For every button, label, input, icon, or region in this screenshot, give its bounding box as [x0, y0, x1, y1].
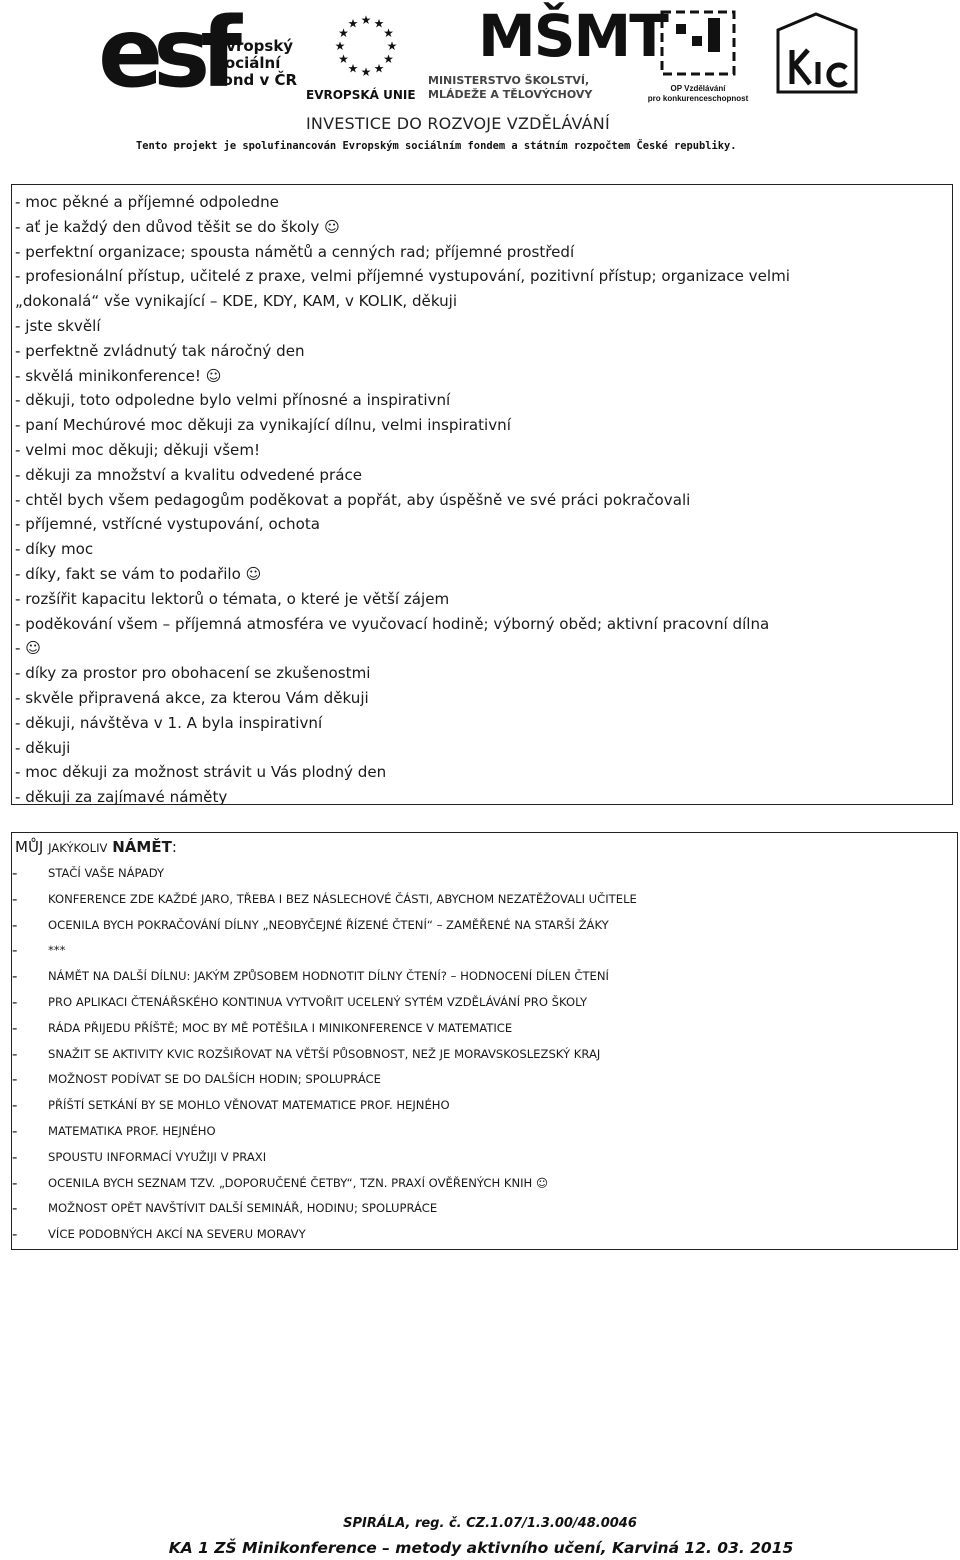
eu-star-icon: ★ [383, 52, 394, 66]
feedback-item: - jste skvělí [15, 316, 101, 335]
list-dash: - [12, 915, 18, 934]
list-dash: - [12, 967, 18, 986]
eu-star-icon: ★ [338, 26, 349, 40]
feedback-item: - ☺ [15, 639, 41, 658]
op-text-line: OP Vzdělávání [670, 84, 726, 93]
esf-text-line: sociální [216, 54, 281, 72]
eu-star-icon: ★ [338, 52, 349, 66]
page-footer [0, 1512, 960, 1560]
suggestions-title [15, 837, 177, 858]
op-vk-text [632, 84, 764, 104]
list-dash: - [12, 1044, 18, 1063]
list-dash: - [12, 889, 18, 908]
feedback-item: „dokonalá“ vše vynikající – KDE, KDY, KAM, v KOLIK, děkuji [15, 292, 458, 311]
project-funding-note: Tento projekt je spolufinancován Evropským sociálním fondem a státním rozpočtem České republiky. [136, 140, 737, 152]
esf-text-line: fond v ČR [216, 71, 298, 89]
op-text-line: pro konkurenceschopnost [647, 94, 749, 103]
esf-logo-mark: esf [98, 0, 233, 109]
feedback-item: - chtěl bych všem pedagogům poděkovat a popřát, aby úspěšně ve své práci pokračovali [15, 490, 691, 509]
eu-star-icon: ★ [373, 16, 385, 31]
footer-project-reg: SPIRÁLA, reg. č. CZ.1.07/1.3.00/48.0046 [343, 1516, 637, 1531]
eu-flag-icon [310, 8, 422, 84]
feedback-item: - děkuji za množství a kvalitu odvedené práce [15, 465, 363, 484]
feedback-item: - velmi moc děkuji; děkuji všem! [15, 440, 261, 459]
feedback-item: - děkuji, toto odpoledne bylo velmi přínosné a inspirativní [15, 391, 451, 410]
msmt-logo-mark: MŠMT [478, 2, 667, 70]
investice-slogan: INVESTICE DO ROZVOJE VZDĚLÁVÁNÍ [306, 114, 610, 133]
op-vk-logo [632, 6, 764, 104]
suggestion-text: SNAŽIT SE AKTIVITY KVIC ROZŠIŘOVAT NA VĚTŠÍ PŮSOBNOST, NEŽ JE MORAVSKOSLEZSKÝ KRAJ [48, 1046, 601, 1061]
eu-logo [306, 8, 424, 104]
msmt-text-line: MINISTERSTVO ŠKOLSTVÍ, [428, 74, 590, 87]
eu-logo-text: EVROPSKÁ UNIE [306, 88, 416, 102]
suggestion-text: STAČÍ VAŠE NÁPADY [48, 866, 165, 880]
feedback-item: - příjemné, vstřícné vystupování, ochota [15, 515, 320, 534]
suggestion-text: RÁDA PŘIJEDU PŘÍŠTĚ; MOC BY MĚ POTĚŠILA I MINIKONFERENCE V MATEMATICE [48, 1020, 513, 1035]
feedback-item: - perfektně zvládnutý tak náročný den [15, 341, 305, 360]
suggestion-text: *** [48, 943, 66, 958]
feedback-item: - děkuji, návštěva v 1. A byla inspirativní [15, 713, 323, 732]
suggestion-text: SPOUSTU INFORMACÍ VYUŽIJI V PRAXI [48, 1149, 267, 1164]
suggestion-text: VÍCE PODOBNÝCH AKCÍ NA SEVERU MORAVY [48, 1227, 306, 1242]
list-dash: - [12, 1225, 18, 1244]
feedback-item: - moc děkuji za možnost strávit u Vás plodný den [15, 763, 387, 782]
suggestion-text: PRO APLIKACI ČTENÁŘSKÉHO KONTINUA VYTVOŘIT UCELENÝ SYTÉM VZDĚLÁVÁNÍ PRO ŠKOLY [48, 994, 588, 1009]
feedback-item: - rozšířit kapacitu lektorů o témata, o které je větší zájem [15, 589, 450, 608]
suggestion-text: OCENILA BYCH SEZNAM TZV. „DOPORUČENÉ ČETBY“, TZN. PRAXÍ OVĚŘENÝCH KNIH ☺ [48, 1175, 549, 1190]
list-dash: - [12, 1096, 18, 1115]
feedback-item: - díky za prostor pro obohacení se zkušenostmi [15, 664, 371, 683]
feedback-item: - díky, fakt se vám to podařilo ☺ [15, 564, 262, 583]
feedback-item: - děkuji [15, 738, 71, 757]
eu-star-icon: ★ [347, 61, 359, 76]
list-dash: - [12, 992, 18, 1011]
title-part: NÁMĚT [112, 838, 172, 856]
msmt-text-line: MLÁDEŽE A TĚLOVÝCHOVY [428, 88, 593, 101]
feedback-item: - skvěle připravená akce, za kterou Vám děkuji [15, 688, 369, 707]
feedback-item: - moc pěkné a příjemné odpoledne [15, 193, 279, 211]
suggestions-box [11, 832, 958, 1250]
feedback-item: - skvělá minikonference! ☺ [15, 366, 222, 385]
feedback-box [11, 184, 953, 805]
suggestion-text: MATEMATIKA PROF. HEJNÉHO [48, 1123, 216, 1138]
list-dash: - [12, 864, 18, 882]
list-dash: - [12, 1147, 18, 1166]
suggestion-text: MOŽNOST OPĚT NAVŠTÍVIT DALŠÍ SEMINÁŘ, HODINU; SPOLUPRÁCE [48, 1201, 438, 1216]
list-dash: - [12, 1199, 18, 1218]
feedback-item: - perfektní organizace; spousta námětů a cenných rad; příjemné prostředí [15, 242, 575, 261]
msmt-logo-text [428, 74, 592, 102]
eu-star-icon: ★ [383, 26, 394, 40]
esf-logo [98, 0, 298, 109]
suggestion-text: MOŽNOST PODÍVAT SE DO DALŠÍCH HODIN; SPOLUPRÁCE [48, 1072, 381, 1087]
eu-star-icon: ★ [334, 39, 346, 53]
eu-star-icon: ★ [360, 13, 372, 27]
esf-logo-text [216, 38, 297, 89]
eu-star-icon: ★ [386, 39, 398, 53]
title-part: MŮJ [15, 838, 44, 856]
kic-mark-icon [772, 10, 862, 100]
suggestion-text: OCENILA BYCH POKRAČOVÁNÍ DÍLNY „NEOBYČEJNÉ ŘÍZENÉ ČTENÍ“ – ZAMĚŘENÉ NA STARŠÍ ŽÁKY [48, 917, 609, 932]
list-dash: - [12, 941, 18, 960]
eu-star-icon: ★ [360, 65, 372, 79]
feedback-item: - děkuji za zajímavé náměty [15, 788, 228, 807]
eu-star-icon: ★ [347, 16, 359, 31]
list-dash: - [12, 1018, 18, 1037]
footer-event-info: KA 1 ZŠ Minikonference – metody aktivního učení, Karviná 12. 03. 2015 [168, 1539, 794, 1557]
suggestion-text: KONFERENCE ZDE KAŽDÉ JARO, TŘEBA I BEZ NÁSLECHOVÉ ČÁSTI, ABYCHOM NEZATĚŽOVALI UČITELE [48, 891, 637, 906]
feedback-item: - paní Mechúrové moc děkuji za vynikající dílnu, velmi inspirativní [15, 416, 511, 435]
header-logo-bar [0, 0, 960, 160]
suggestion-text: PŘÍŠTÍ SETKÁNÍ BY SE MOHLO VĚNOVAT MATEMATICE PROF. HEJNÉHO [48, 1098, 450, 1113]
feedback-item: - díky moc [15, 540, 94, 559]
op-vk-mark-icon [632, 6, 764, 82]
title-part: JAKÝKOLIV [48, 841, 108, 855]
esf-text-line: evropský [216, 37, 294, 55]
list-dash: - [12, 1121, 18, 1140]
list-dash: - [12, 1070, 18, 1089]
feedback-item: - profesionální přístup, učitelé z praxe, velmi příjemné vystupování, pozitivní přístup; organizace velmi [15, 267, 790, 286]
kic-logo [772, 10, 862, 100]
list-dash: - [12, 1173, 18, 1192]
feedback-list [12, 185, 952, 810]
msmt-logo [428, 2, 667, 104]
title-colon: : [171, 838, 177, 856]
feedback-item: - ať je každý den důvod těšit se do školy ☺ [15, 217, 340, 236]
feedback-item: - poděkování všem – příjemná atmosféra ve vyučovací hodině; výborný oběd; aktivní pracovní dílna [15, 614, 770, 633]
eu-star-icon: ★ [373, 61, 385, 76]
suggestion-text: NÁMĚT NA DALŠÍ DÍLNU: JAKÝM ZPŮSOBEM HODNOTIT DÍLNY ČTENÍ? – HODNOCENÍ DÍLEN ČTENÍ [48, 969, 609, 984]
